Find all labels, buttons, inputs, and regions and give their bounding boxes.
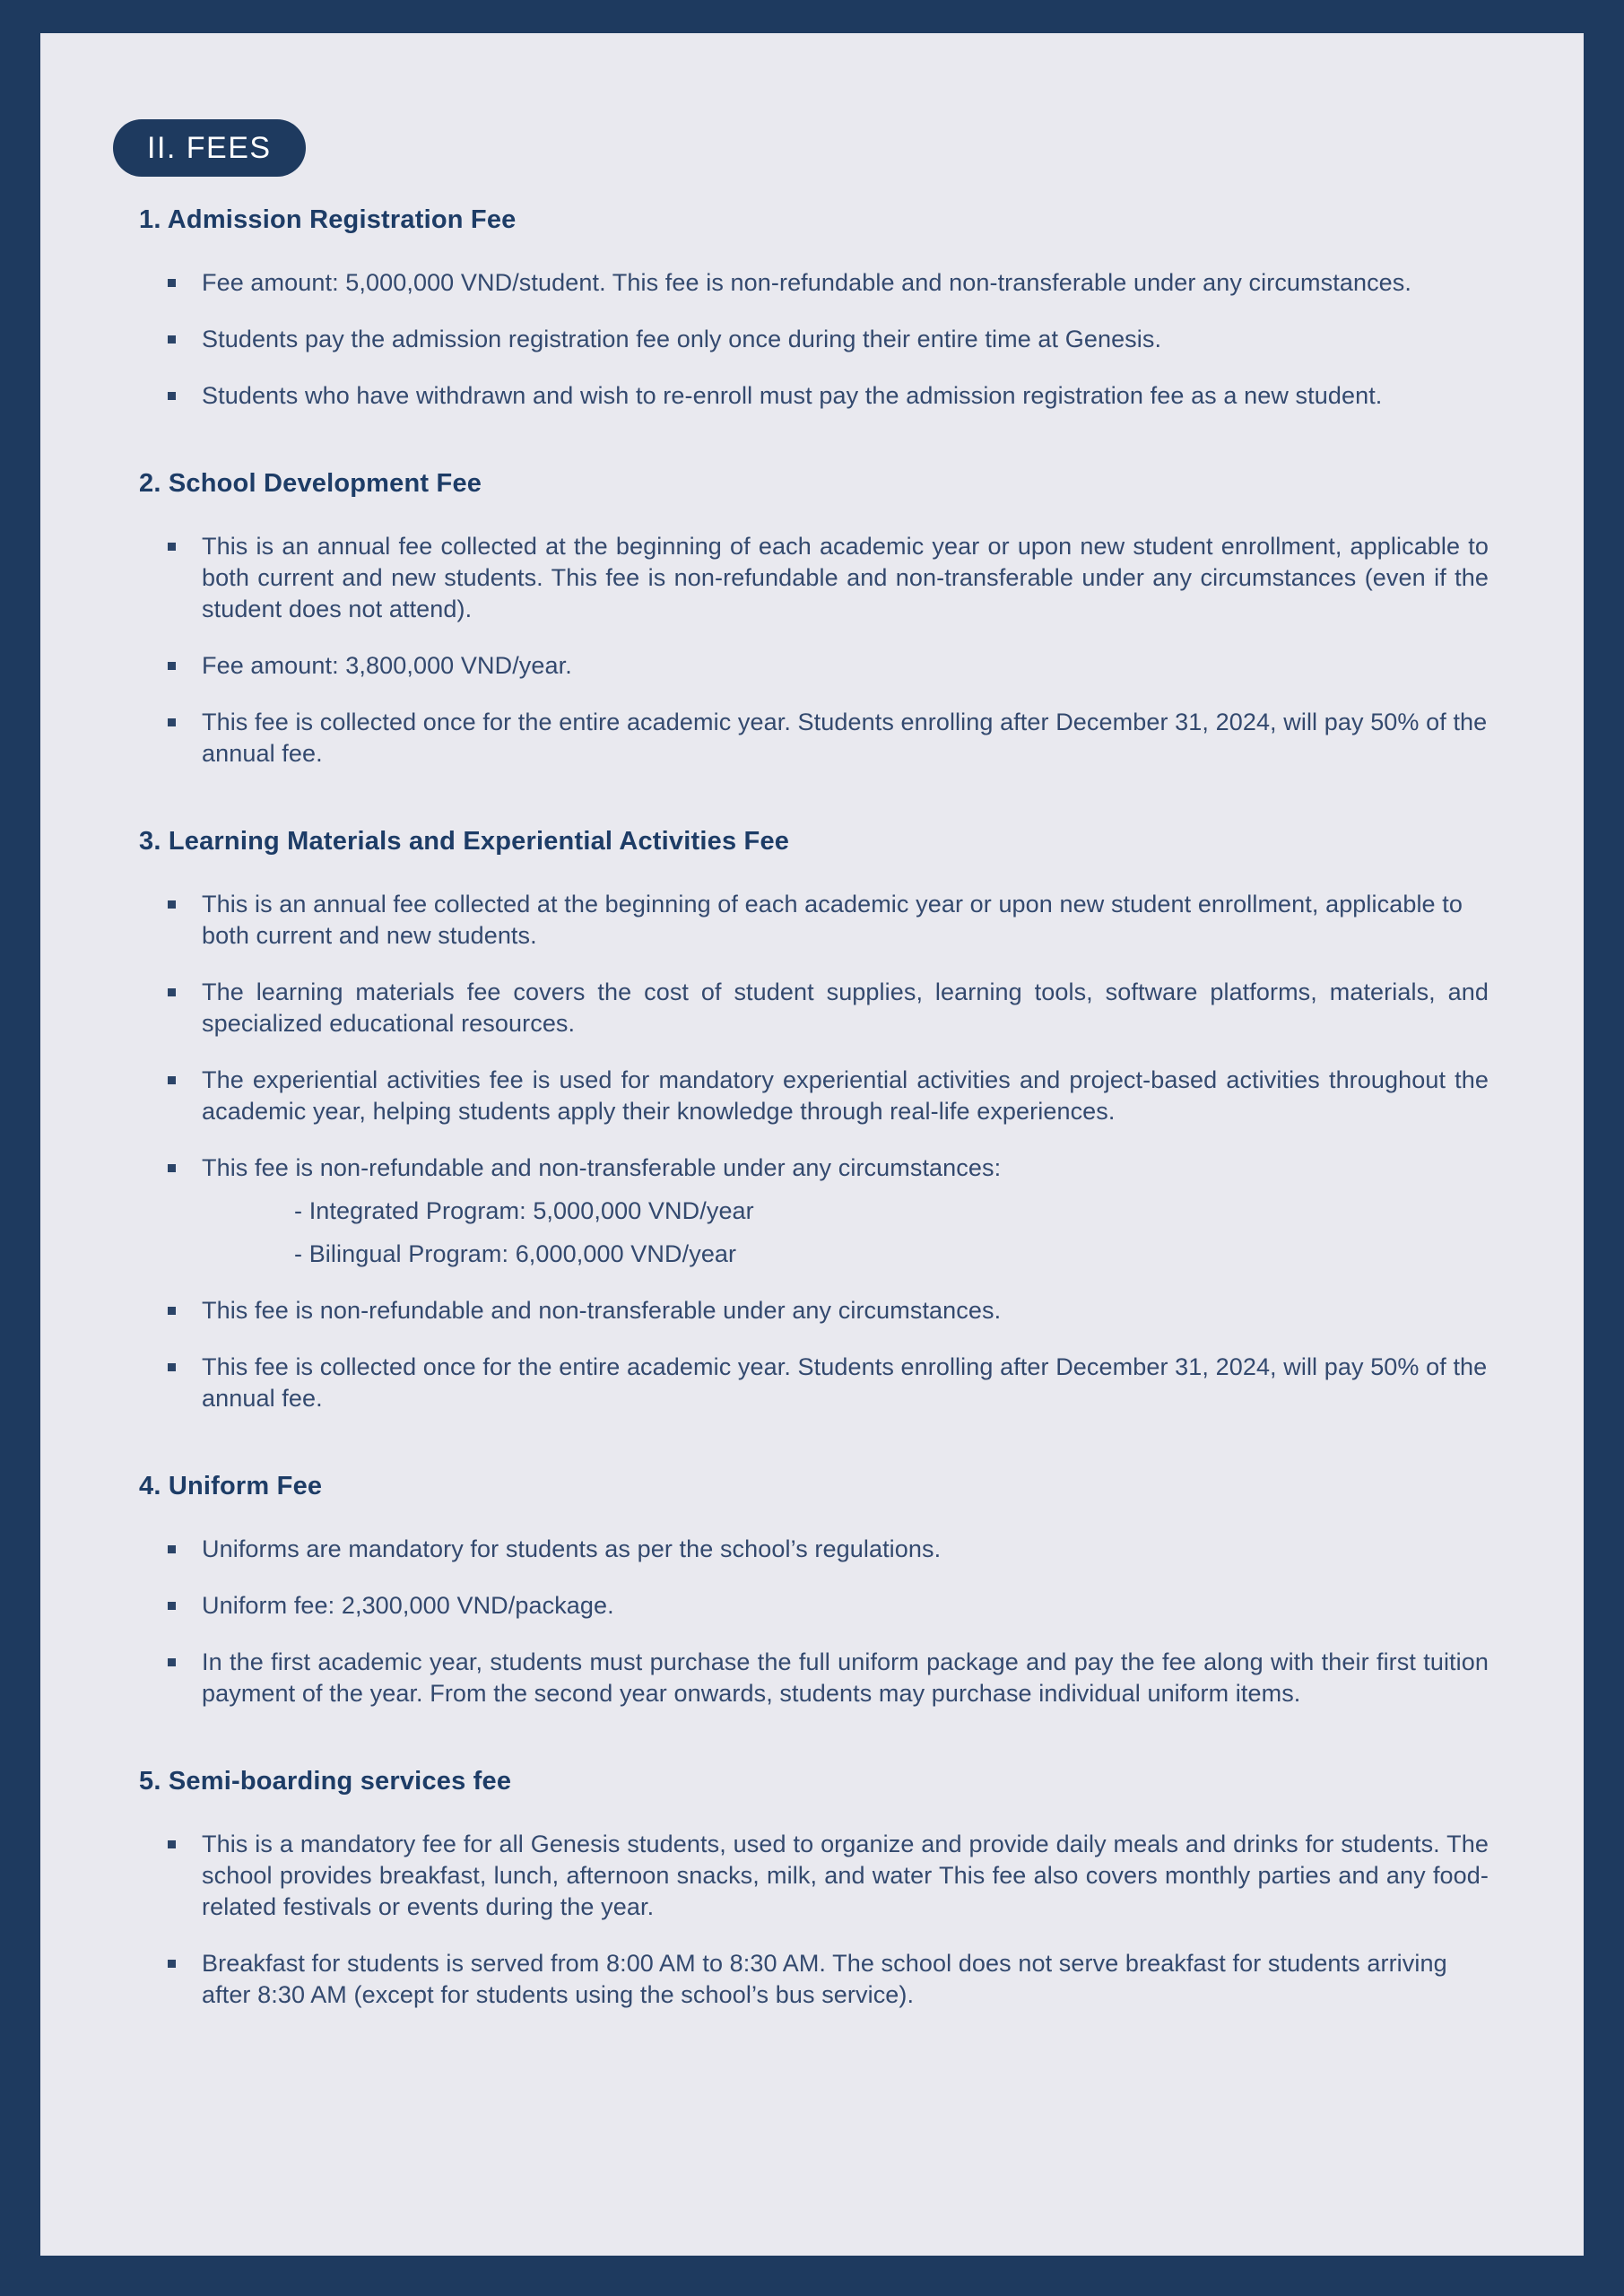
section-learning-materials-fee: [40, 825, 1584, 1414]
bullet-icon: [168, 1960, 176, 1968]
bullet-text: This fee is collected once for the entire academic year. Students enrolling after December 31, 2024, will pay 50% of the annual fee.: [202, 709, 1488, 767]
list-item: [40, 650, 1584, 682]
section-title: 5. Semi-boarding services fee: [139, 1767, 512, 1796]
fees-badge-label: II. FEES: [147, 131, 272, 165]
bullet-text: This is an annual fee collected at the beginning of each academic year or upon new student enrollment, applicable to both current and new students. This fee is non-refundable and non-transferable under any circumstances (even if the student does not attend).: [202, 533, 1489, 622]
bullet-icon: [168, 900, 176, 909]
list-item: [40, 1829, 1584, 1923]
bullet-icon: [168, 988, 176, 996]
section-admission-registration-fee: [40, 204, 1584, 412]
section-school-development-fee: [40, 467, 1584, 770]
list-item: [40, 1647, 1584, 1709]
bullet-text: Fee amount: 3,800,000 VND/year.: [202, 652, 572, 679]
bullet-icon: [168, 1307, 176, 1315]
bullet-icon: [168, 1164, 176, 1172]
bullet-text: This fee is non-refundable and non-transferable under any circumstances:: [202, 1154, 1002, 1181]
bullet-icon: [168, 1363, 176, 1371]
fees-badge: [113, 119, 306, 177]
sub-list: [202, 1196, 1489, 1270]
list-item: [40, 1152, 1584, 1270]
sub-list-item: - Integrated Program: 5,000,000 VND/year: [294, 1197, 754, 1224]
bullet-text: Uniform fee: 2,300,000 VND/package.: [202, 1592, 614, 1619]
section-uniform-fee: [40, 1470, 1584, 1709]
bullet-text: This is a mandatory fee for all Genesis students, used to organize and provide daily meals and drinks for students. The school provides breakfast, lunch, afternoon snacks, milk, and water This fee also covers monthly parties and any food-related festivals or events during the year.: [202, 1831, 1489, 1920]
bullet-icon: [168, 1840, 176, 1848]
bullet-text: Fee amount: 5,000,000 VND/student. This fee is non-refundable and non-transferable under any circumstances.: [202, 269, 1411, 296]
section-title: 3. Learning Materials and Experiential Activities Fee: [139, 827, 790, 856]
bullet-icon: [168, 718, 176, 726]
list-item: [40, 707, 1584, 770]
bullet-text: This is an annual fee collected at the beginning of each academic year or upon new student enrollment, applicable to both current and new students.: [202, 891, 1463, 949]
document-sheet: [40, 33, 1584, 2256]
bullet-icon: [168, 662, 176, 670]
bullet-icon: [168, 392, 176, 400]
bullet-icon: [168, 1602, 176, 1610]
bullet-icon: [168, 1545, 176, 1553]
list-item: [40, 1590, 1584, 1622]
bullet-text: Students pay the admission registration fee only once during their entire time at Genesis.: [202, 326, 1162, 352]
list-item: [40, 1065, 1584, 1127]
list-item: [40, 889, 1584, 952]
bullet-text: The learning materials fee covers the cost of student supplies, learning tools, software platforms, materials, and specialized educational resources.: [202, 978, 1489, 1037]
list-item: [40, 1295, 1584, 1326]
list-item: [40, 324, 1584, 355]
bullet-text: In the first academic year, students must purchase the full uniform package and pay the fee along with their first tuition payment of the year. From the second year onwards, students may purchase individual uniform items.: [202, 1648, 1489, 1707]
list-item: [40, 380, 1584, 412]
list-item: [40, 1534, 1584, 1565]
bullet-icon: [168, 1076, 176, 1084]
section-title: 1. Admission Registration Fee: [139, 205, 517, 234]
list-item: [40, 531, 1584, 625]
bullet-text: Breakfast for students is served from 8:00 AM to 8:30 AM. The school does not serve breakfast for students arriving after 8:30 AM (except for students using the school’s bus service).: [202, 1950, 1447, 2008]
bullet-text: This fee is non-refundable and non-transferable under any circumstances.: [202, 1297, 1002, 1324]
list-item: [40, 1352, 1584, 1414]
bullet-icon: [168, 279, 176, 287]
list-item: [40, 1948, 1584, 2011]
sub-list-item: - Bilingual Program: 6,000,000 VND/year: [294, 1240, 737, 1267]
section-semi-boarding-fee: [40, 1765, 1584, 2011]
section-title: 2. School Development Fee: [139, 469, 482, 498]
section-title: 4. Uniform Fee: [139, 1472, 323, 1500]
bullet-text: The experiential activities fee is used for mandatory experiential activities and project-based activities throughout the academic year, helping students apply their knowledge through real-life experiences.: [202, 1066, 1489, 1125]
bullet-text: This fee is collected once for the entire academic year. Students enrolling after December 31, 2024, will pay 50% of the annual fee.: [202, 1353, 1488, 1412]
bullet-icon: [168, 335, 176, 344]
list-item: [40, 977, 1584, 1039]
bullet-text: Students who have withdrawn and wish to re-enroll must pay the admission registration fee as a new student.: [202, 382, 1383, 409]
bullet-text: Uniforms are mandatory for students as per the school’s regulations.: [202, 1535, 942, 1562]
bullet-icon: [168, 1658, 176, 1666]
list-item: [40, 267, 1584, 299]
bullet-icon: [168, 543, 176, 551]
